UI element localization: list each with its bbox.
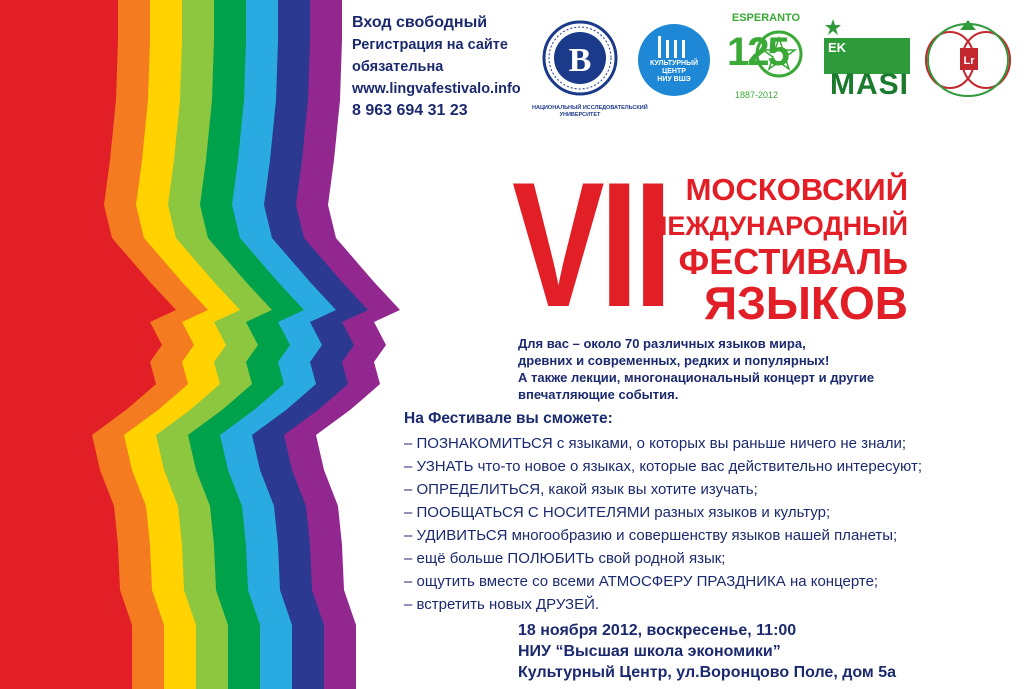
esperanto-years: 1887-2012	[735, 90, 779, 100]
hse-caption-2: УНИВЕРСИТЕТ	[559, 112, 601, 118]
cultural-center-line-1: КУЛЬТУРНЫЙ	[649, 60, 698, 67]
event-address: Культурный Центр, ул.Воронцово Поле, дом 5а	[518, 664, 896, 681]
cultural-center-line-3: НИУ ВШЭ	[657, 76, 691, 83]
esperanto-number: 125	[727, 30, 788, 74]
title-line-3: ФЕСТИВАЛЬ	[678, 241, 908, 282]
opportunities-heading: На Фестивале вы сможете:	[404, 410, 613, 427]
svg-text:Lr: Lr	[963, 55, 975, 67]
event-venue: НИУ “Высшая школа экономики”	[518, 643, 781, 660]
masi-label: MASI	[830, 68, 909, 101]
intro-line: Для вас – около 70 различных языков мира,	[518, 336, 806, 351]
masi-ek: EK	[828, 40, 847, 55]
globe-emblem-icon	[920, 14, 1016, 104]
intro-line: А также лекции, многонациональный концерт и другие	[518, 370, 875, 385]
registration-text-2: обязательна	[352, 59, 444, 75]
festival-title	[644, 172, 908, 329]
cultural-center-line-2: ЦЕНТР	[662, 68, 686, 75]
list-item: – УЗНАТЬ что-то новое о языках, которые вас действительно интересуют;	[404, 458, 922, 475]
svg-text:В: В	[568, 42, 592, 79]
website-link[interactable]: www.lingvafestivalo.info	[352, 81, 521, 97]
title-line-1: МОСКОВСКИЙ	[685, 172, 908, 207]
free-entry-text: Вход свободный	[352, 14, 488, 31]
green-star-icon	[824, 18, 842, 36]
esperanto-label: ESPERANTO	[731, 12, 801, 24]
list-item: – ОПРЕДЕЛИТЬСЯ, какой язык вы хотите изучать;	[404, 481, 758, 498]
hse-caption-1: НАЦИОНАЛЬНЫЙ ИССЛЕДОВАТЕЛЬСКИЙ	[532, 105, 648, 111]
title-line-2: МЕЖДУНАРОДНЫЙ	[644, 211, 908, 241]
list-item: – УДИВИТЬСЯ многообразию и совершенству языков нашей планеты;	[404, 527, 898, 544]
opportunities-list	[404, 432, 922, 616]
masi-logo	[824, 18, 910, 102]
event-details	[518, 620, 896, 683]
contact-info	[352, 12, 521, 122]
list-item: – ПОЗНАКОМИТЬСЯ с языками, о которых вы раньше ничего не знали;	[404, 435, 906, 452]
intro-line: древних и современных, редких и популярных!	[518, 353, 830, 368]
list-item: – ещё больше ПОЛЮБИТЬ свой родной язык;	[404, 550, 726, 567]
event-date: 18 ноября 2012, воскресенье, 11:00	[518, 622, 797, 639]
registration-text-1: Регистрация на сайте	[352, 37, 508, 53]
title-line-4: ЯЗЫКОВ	[704, 277, 908, 329]
phone-number: 8 963 694 31 23	[352, 102, 468, 119]
esperanto-125-logo	[727, 12, 805, 102]
hse-emblem-icon	[532, 18, 628, 98]
cultural-center-logo	[636, 22, 712, 98]
globe-emblem-logo	[920, 14, 1016, 104]
festival-numeral: VII	[512, 145, 668, 344]
list-item: – встретить новых ДРУЗЕЙ.	[404, 596, 600, 613]
list-item: – ощутить вместе со всеми АТМОСФЕРУ ПРАЗДНИКА на концерте;	[404, 573, 879, 590]
hse-logo	[532, 18, 648, 122]
intro-line: впечатляющие события.	[518, 387, 679, 402]
list-item: – ПООБЩАТЬСЯ С НОСИТЕЛЯМИ разных языков и культур;	[404, 504, 831, 521]
intro-paragraph	[518, 335, 874, 403]
